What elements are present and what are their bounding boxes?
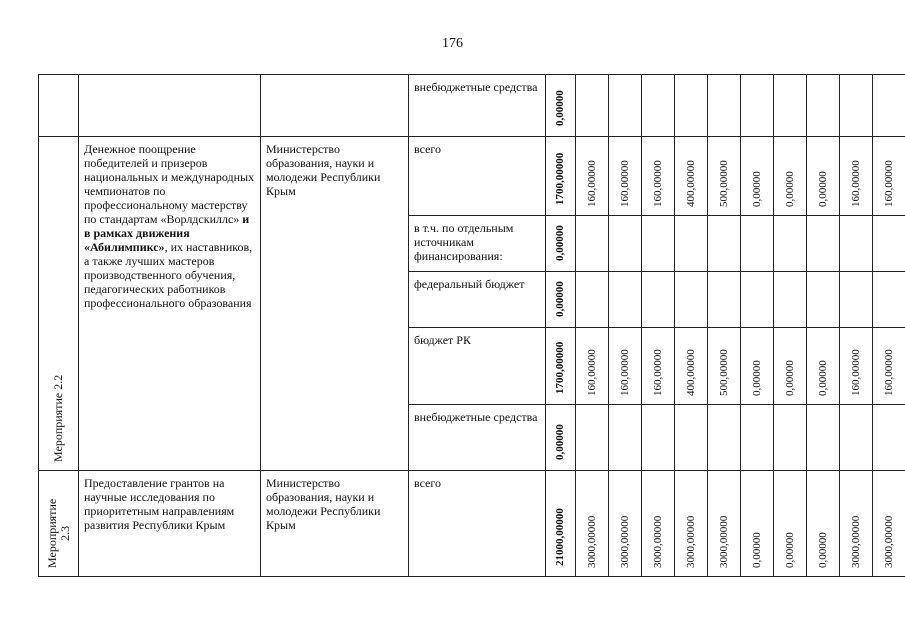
year-value-cell bbox=[609, 327, 642, 404]
year-value-cell bbox=[873, 75, 905, 137]
year-value-cell bbox=[840, 137, 873, 215]
funding-source-cell bbox=[409, 327, 546, 404]
year-value: 0,00000 bbox=[783, 360, 796, 397]
funding-source-cell bbox=[409, 75, 546, 137]
year-value-cell bbox=[576, 75, 609, 137]
year-value-cell bbox=[840, 470, 873, 576]
year-value-cell bbox=[708, 215, 741, 271]
year-value-cell bbox=[708, 405, 741, 470]
event-description bbox=[79, 137, 260, 310]
year-value: 400,00000 bbox=[684, 159, 697, 207]
year-value-cell bbox=[675, 271, 708, 327]
event-label-cell bbox=[39, 137, 79, 470]
year-value-cell bbox=[807, 75, 840, 137]
funding-source-cell bbox=[409, 470, 546, 576]
total-cell bbox=[546, 75, 576, 137]
year-value-cell bbox=[609, 75, 642, 137]
event-label-cell bbox=[39, 470, 79, 576]
total-value: 1700,00000 bbox=[554, 342, 566, 395]
year-value: 0,00000 bbox=[816, 532, 829, 568]
year-value: 0,00000 bbox=[783, 170, 796, 207]
year-value-cell bbox=[873, 470, 905, 576]
total-cell bbox=[546, 470, 576, 576]
year-value: 0,00000 bbox=[750, 170, 763, 207]
event-label: Мероприятие 2.2 bbox=[51, 374, 65, 462]
total-cell bbox=[546, 327, 576, 404]
year-value: 0,00000 bbox=[750, 532, 763, 568]
year-value-cell bbox=[873, 137, 905, 215]
year-value-cell bbox=[576, 215, 609, 271]
year-value: 3000,00000 bbox=[882, 515, 895, 568]
year-value-cell bbox=[609, 215, 642, 271]
year-value-cell bbox=[741, 215, 774, 271]
funding-source-name: внебюджетные средства bbox=[414, 410, 538, 425]
total-value: 0,00000 bbox=[554, 90, 566, 127]
year-value-cell bbox=[741, 405, 774, 470]
total-value: 0,00000 bbox=[554, 225, 566, 261]
year-value: 160,00000 bbox=[618, 159, 631, 207]
year-value-cell bbox=[774, 327, 807, 404]
year-value-cell bbox=[741, 470, 774, 576]
year-value-cell bbox=[741, 271, 774, 327]
funding-source-name: федеральный бюджет bbox=[414, 276, 525, 291]
year-value-cell bbox=[807, 215, 840, 271]
description-text: Денежное поощрение победителей и призеров национальных и международных чемпионатов по профессиональному мастерству по стандартам «Ворлдскиллс» bbox=[84, 142, 255, 227]
year-value: 3000,00000 bbox=[651, 515, 664, 568]
event-description bbox=[79, 75, 260, 80]
year-value: 0,00000 bbox=[816, 170, 829, 207]
total-value: 21000,00000 bbox=[554, 508, 566, 566]
year-value-cell bbox=[642, 75, 675, 137]
year-value-cell bbox=[774, 137, 807, 215]
year-value-cell bbox=[642, 215, 675, 271]
total-value: 1700,00000 bbox=[554, 152, 566, 205]
event-label-line: Мероприятие bbox=[44, 498, 59, 568]
event-description-cell bbox=[79, 137, 261, 470]
year-value-cell bbox=[774, 75, 807, 137]
year-value-cell bbox=[708, 470, 741, 576]
year-value-cell bbox=[609, 271, 642, 327]
year-value: 160,00000 bbox=[849, 349, 862, 397]
funding-source-cell bbox=[409, 271, 546, 327]
year-value-cell bbox=[807, 271, 840, 327]
year-value: 0,00000 bbox=[750, 360, 763, 397]
year-value: 400,00000 bbox=[684, 349, 697, 397]
year-value-cell bbox=[741, 327, 774, 404]
year-value: 160,00000 bbox=[882, 159, 895, 207]
description-bold-text: и в рамках движения «Абилимпикс» bbox=[84, 212, 250, 255]
executor-text: Министерство образования, науки и молодежи Республики Крым bbox=[266, 142, 381, 199]
year-value-cell bbox=[840, 327, 873, 404]
year-value-cell bbox=[741, 75, 774, 137]
total-cell bbox=[546, 137, 576, 215]
total-cell bbox=[546, 215, 576, 271]
year-value-cell bbox=[642, 271, 675, 327]
year-value: 3000,00000 bbox=[684, 515, 697, 568]
year-value: 500,00000 bbox=[717, 159, 730, 207]
funding-source-name: бюджет РК bbox=[414, 332, 471, 347]
year-value-cell bbox=[807, 470, 840, 576]
year-value: 500,00000 bbox=[717, 349, 730, 397]
page-number: 176 bbox=[442, 36, 463, 51]
year-value-cell bbox=[675, 137, 708, 215]
year-value-cell bbox=[675, 470, 708, 576]
year-value: 3000,00000 bbox=[849, 515, 862, 568]
funding-table bbox=[38, 74, 905, 577]
year-value-cell bbox=[708, 137, 741, 215]
executor-cell bbox=[261, 137, 409, 470]
year-value-cell bbox=[609, 470, 642, 576]
year-value-cell bbox=[642, 327, 675, 404]
funding-source-cell bbox=[409, 137, 546, 215]
total-value: 0,00000 bbox=[554, 423, 566, 460]
year-value: 160,00000 bbox=[651, 349, 664, 397]
year-value-cell bbox=[675, 405, 708, 470]
event-label-line: 2.3 bbox=[57, 525, 72, 541]
funding-source-name: всего bbox=[414, 475, 442, 490]
year-value-cell bbox=[873, 215, 905, 271]
year-value-cell bbox=[741, 137, 774, 215]
year-value-cell bbox=[840, 271, 873, 327]
executor-cell bbox=[261, 470, 409, 576]
total-value: 0,00000 bbox=[554, 281, 566, 317]
year-value-cell bbox=[807, 405, 840, 470]
year-value: 3000,00000 bbox=[618, 515, 631, 568]
year-value-cell bbox=[642, 470, 675, 576]
event-description-cell bbox=[79, 75, 261, 137]
year-value-cell bbox=[642, 405, 675, 470]
year-value-cell bbox=[873, 327, 905, 404]
executor-text: Министерство образования, науки и молодежи Республики Крым bbox=[266, 475, 381, 532]
year-value: 160,00000 bbox=[585, 349, 598, 397]
year-value-cell bbox=[840, 405, 873, 470]
table-row bbox=[39, 75, 905, 137]
description-text: , их наставников, а также лучших мастеров производственного обучения, педагогических работников профессионального образования bbox=[84, 240, 253, 311]
event-label bbox=[46, 499, 72, 568]
event-description: Предоставление грантов на научные исследования по приоритетным направлениям развития Республики Крым bbox=[84, 475, 235, 532]
year-value: 160,00000 bbox=[882, 349, 895, 397]
year-value-cell bbox=[873, 271, 905, 327]
table-row bbox=[39, 137, 905, 215]
year-value-cell bbox=[642, 137, 675, 215]
executor-cell bbox=[261, 75, 409, 137]
year-value-cell bbox=[840, 215, 873, 271]
year-value-cell bbox=[609, 137, 642, 215]
funding-source-name: всего bbox=[414, 142, 442, 157]
year-value-cell bbox=[873, 405, 905, 470]
year-value: 160,00000 bbox=[585, 159, 598, 207]
year-value: 160,00000 bbox=[651, 159, 664, 207]
year-value-cell bbox=[708, 271, 741, 327]
event-description-cell bbox=[79, 470, 261, 576]
year-value: 160,00000 bbox=[618, 349, 631, 397]
funding-source-cell bbox=[409, 405, 546, 470]
executor-text bbox=[261, 75, 408, 80]
year-value: 0,00000 bbox=[816, 360, 829, 397]
total-cell bbox=[546, 271, 576, 327]
year-value-cell bbox=[774, 271, 807, 327]
year-value-cell bbox=[609, 405, 642, 470]
year-value: 3000,00000 bbox=[717, 515, 730, 568]
year-value-cell bbox=[675, 215, 708, 271]
year-value-cell bbox=[807, 327, 840, 404]
year-value: 0,00000 bbox=[783, 532, 796, 568]
year-value-cell bbox=[774, 470, 807, 576]
year-value-cell bbox=[576, 137, 609, 215]
year-value-cell bbox=[576, 470, 609, 576]
year-value-cell bbox=[576, 405, 609, 470]
year-value-cell bbox=[840, 75, 873, 137]
event-label-cell bbox=[39, 75, 79, 137]
total-cell bbox=[546, 405, 576, 470]
year-value-cell bbox=[774, 405, 807, 470]
year-value: 3000,00000 bbox=[585, 515, 598, 568]
funding-source-cell bbox=[409, 215, 546, 271]
year-value-cell bbox=[807, 137, 840, 215]
year-value-cell bbox=[774, 215, 807, 271]
year-value-cell bbox=[576, 327, 609, 404]
year-value-cell bbox=[576, 271, 609, 327]
year-value-cell bbox=[675, 75, 708, 137]
table-row bbox=[39, 470, 905, 576]
year-value-cell bbox=[708, 327, 741, 404]
funding-source-name: в т.ч. по отдельным источникам финансирования: bbox=[414, 220, 514, 263]
funding-source-name: внебюджетные средства bbox=[414, 80, 538, 94]
year-value: 160,00000 bbox=[849, 159, 862, 207]
year-value-cell bbox=[708, 75, 741, 137]
year-value-cell bbox=[675, 327, 708, 404]
